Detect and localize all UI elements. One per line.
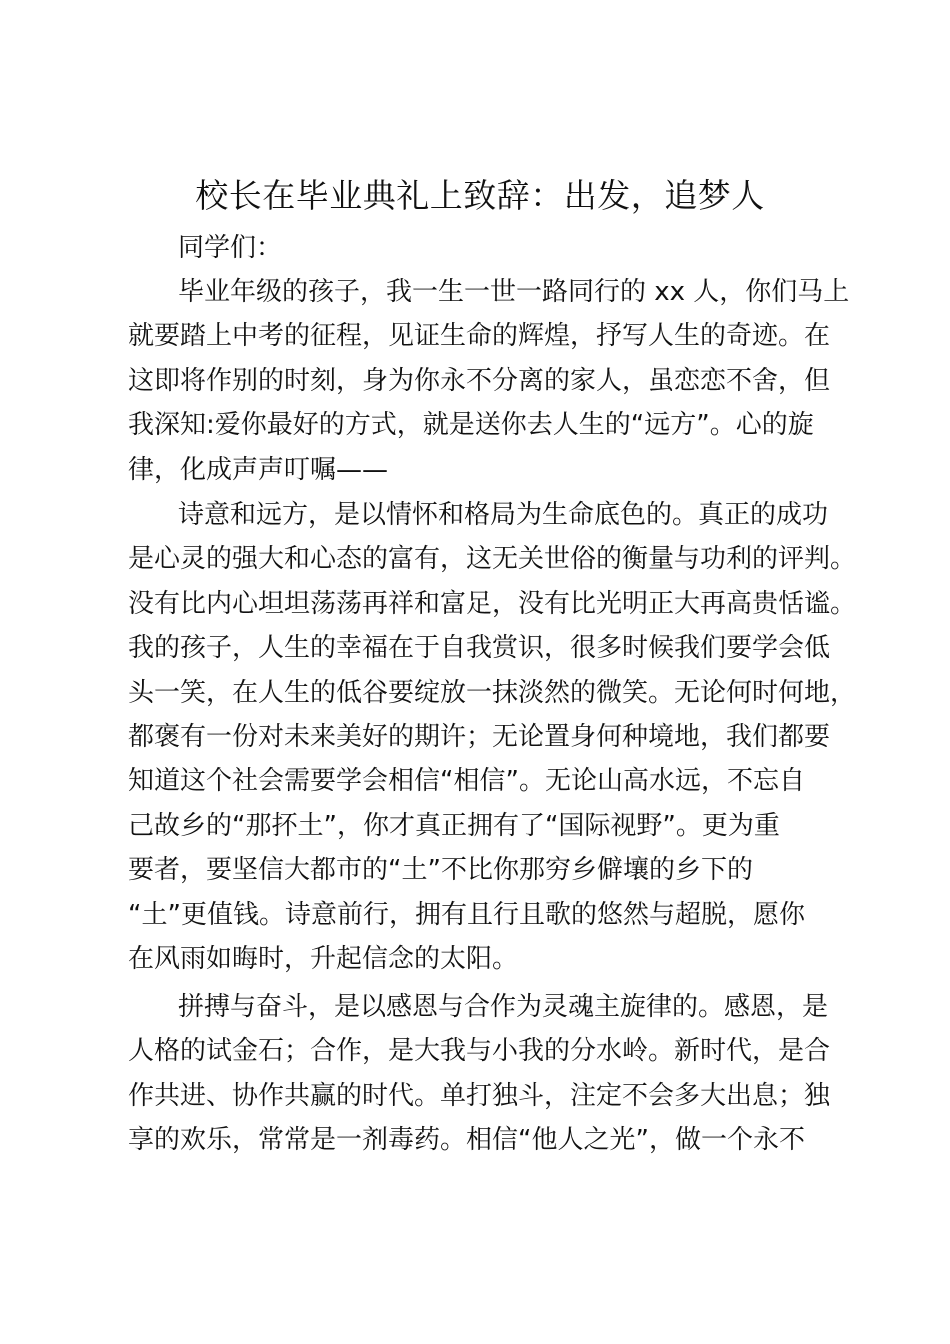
paragraph-line: 律，化成声声叮嘱——	[128, 454, 389, 485]
paragraph-3	[128, 985, 856, 1163]
paragraph-line: 毕业年级的孩子，我一生一世一路同行的 xx 人，你们马上	[178, 277, 850, 307]
paragraph-line: 拼搏与奋斗，是以感恩与合作为灵魂主旋律的。感恩，是	[178, 992, 829, 1022]
paragraph-line: 这即将作别的时刻，身为你永不分离的家人，虽恋恋不舍，但	[128, 365, 831, 396]
paragraph-line: 己故乡的“那抔土”，你才真正拥有了“国际视野”。更为重	[128, 810, 780, 841]
paragraph-line: 头一笑，在人生的低谷要绽放一抹淡然的微笑。无论何时何地，	[128, 677, 856, 708]
paragraph-line: 我的孩子，人生的幸福在于自我赏识，很多时候我们要学会低	[128, 633, 831, 664]
paragraph-line: 诗意和远方，是以情怀和格局为生命底色的。真正的成功	[178, 500, 829, 530]
paragraph-2	[128, 493, 856, 981]
document-title: 校长在毕业典礼上致辞：出发，追梦人	[195, 176, 765, 215]
salutation: 同学们：	[178, 233, 283, 263]
paragraph-line: 作共进、协作共赢的时代。单打独斗，注定不会多大出息；独	[128, 1080, 831, 1111]
paragraph-line: 知道这个社会需要学会相信“相信”。无论山高水远，不忘自	[128, 766, 805, 797]
paragraph-line: 要者，要坚信大都市的“土”不比你那穷乡僻壤的乡下的	[128, 855, 753, 886]
paragraph-1	[128, 270, 856, 492]
paragraph-line: “土”更值钱。诗意前行，拥有且行且歌的悠然与超脱，愿你	[128, 899, 805, 930]
paragraph-line: 在风雨如晦时，升起信念的太阳。	[128, 943, 519, 974]
paragraph-line: 没有比内心坦坦荡荡再祥和富足，没有比光明正大再高贵恬谧。	[128, 588, 856, 619]
paragraph-line: 我深知:爱你最好的方式，就是送你去人生的“远方”。心的旋	[128, 410, 814, 441]
paragraph-line: 都褒有一份对未来美好的期许；无论置身何种境地，我们都要	[128, 721, 831, 752]
paragraph-line: 享的欢乐，常常是一剂毒药。相信“他人之光”，做一个永不	[128, 1125, 805, 1156]
document-page	[128, 0, 856, 1344]
paragraph-line: 就要踏上中考的征程，见证生命的辉煌，抒写人生的奇迹。在	[128, 321, 831, 352]
paragraph-line: 是心灵的强大和心态的富有，这无关世俗的衡量与功利的评判。	[128, 544, 856, 575]
paragraph-line: 人格的试金石；合作，是大我与小我的分水岭。新时代，是合	[128, 1036, 831, 1067]
